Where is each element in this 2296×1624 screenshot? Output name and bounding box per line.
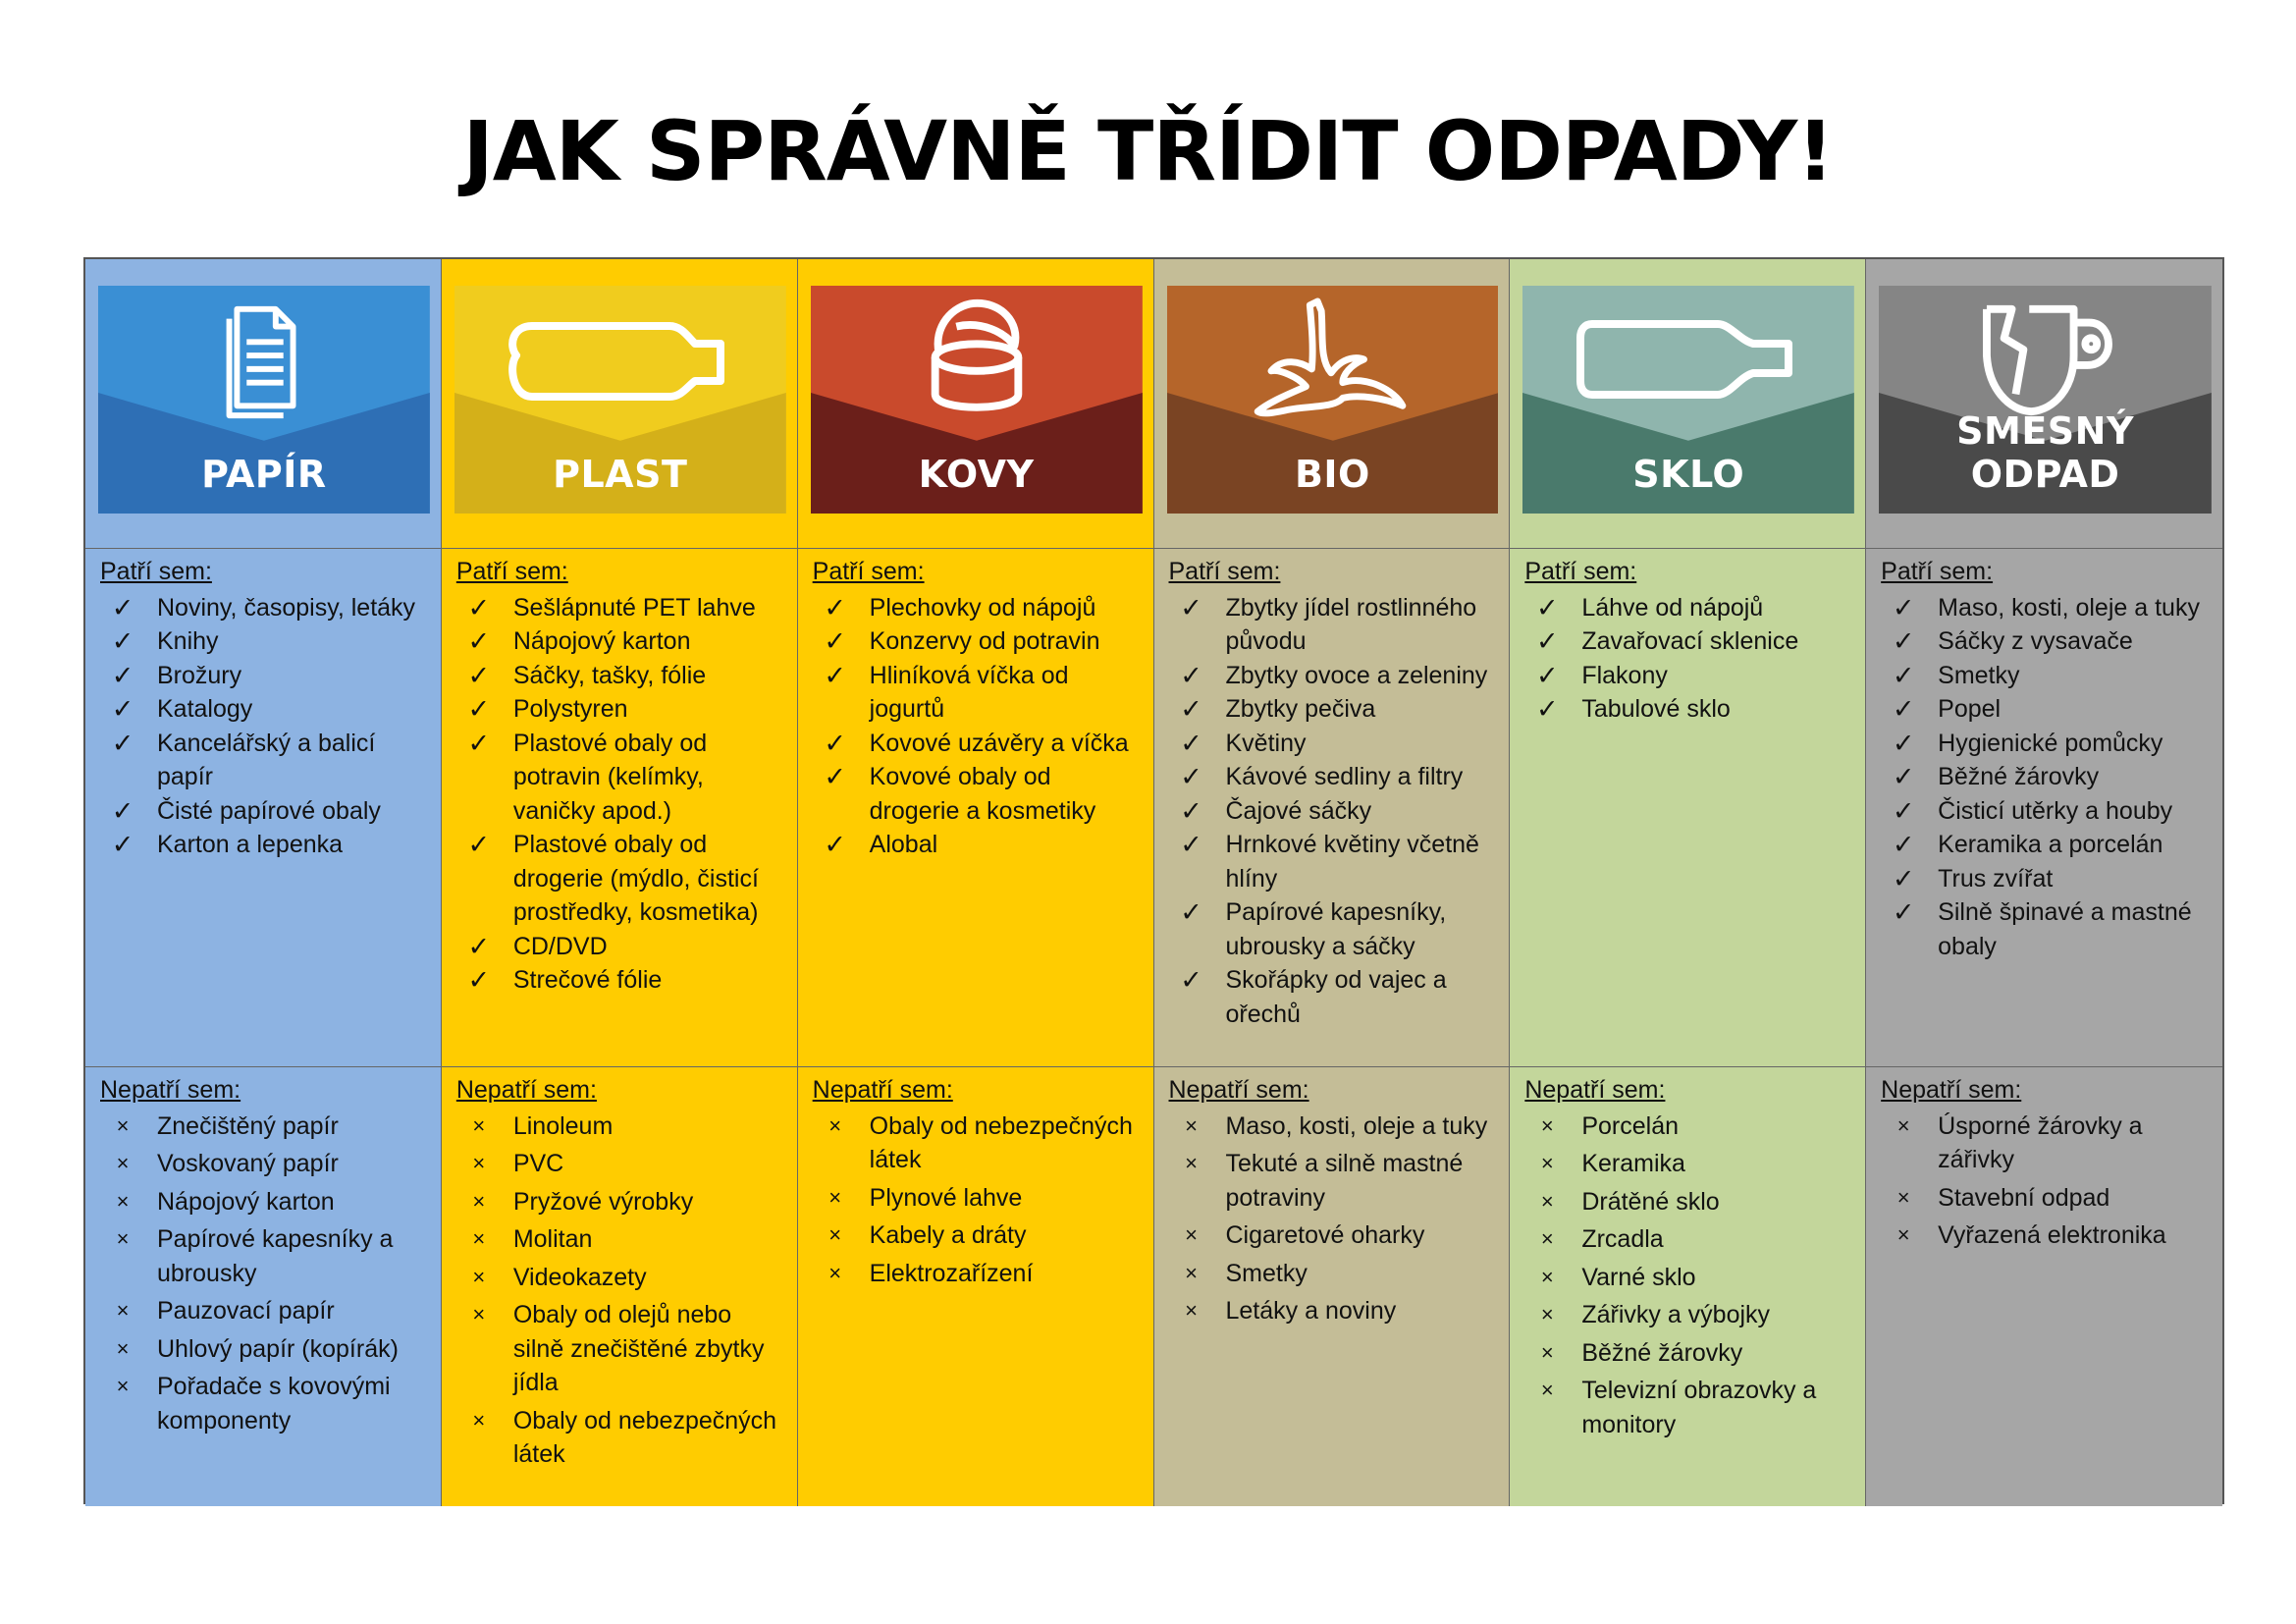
cross-icon: ×	[116, 1298, 130, 1323]
check-icon: ✓	[1536, 626, 1559, 656]
cross-icon: ×	[1540, 1226, 1554, 1251]
list-item	[1881, 828, 2213, 862]
list-item	[456, 692, 787, 727]
list-item	[456, 1185, 787, 1219]
list-item	[456, 1147, 787, 1181]
list-item	[1881, 591, 2213, 625]
list-item-text: Hygienické pomůcky	[1938, 729, 2163, 757]
accepted-list	[1881, 591, 2213, 964]
list-item-text: Keramika a porcelán	[1938, 831, 2163, 858]
list-item-text: Kávové sedliny a filtry	[1225, 763, 1464, 790]
list-item	[1524, 659, 1855, 693]
list-item-text: Katalogy	[157, 695, 253, 723]
list-item-text: Vyřazená elektronika	[1938, 1221, 2166, 1249]
cross-icon: ×	[116, 1188, 130, 1214]
list-item	[1524, 692, 1855, 727]
list-item-text: Voskovaný papír	[157, 1150, 339, 1177]
check-icon: ✓	[824, 728, 846, 758]
rejected-heading: Nepatří sem:	[1524, 1076, 1666, 1104]
list-item-text: Kancelářský a balicí papír	[157, 729, 376, 790]
rejected-list	[1524, 1110, 1855, 1442]
list-item-text: Plechovky od nápojů	[869, 593, 1096, 622]
list-item	[1881, 727, 2213, 761]
list-item-text: Flakony	[1581, 661, 1668, 689]
list-item-text: Polystyren	[512, 695, 628, 723]
list-item	[1524, 624, 1855, 659]
list-item	[100, 1147, 431, 1181]
check-icon: ✓	[111, 626, 134, 656]
list-item-text: Videokazety	[512, 1263, 647, 1291]
header-cell-smesny-odpad	[1866, 259, 2222, 549]
sorting-table	[83, 257, 2224, 1504]
list-item	[100, 1185, 431, 1219]
list-item-text: Plastové obaly od drogerie (mýdlo, čisticí prostředky, kosmetika)	[512, 831, 759, 926]
check-icon: ✓	[824, 592, 846, 623]
check-icon: ✓	[1536, 660, 1559, 690]
list-item	[1169, 794, 1500, 829]
list-item	[456, 659, 787, 693]
plastic-bottle-icon	[454, 298, 786, 423]
list-item	[456, 727, 787, 829]
rejected-heading: Nepatří sem:	[100, 1076, 241, 1104]
check-icon: ✓	[1892, 830, 1915, 859]
check-icon: ✓	[824, 660, 846, 690]
check-icon: ✓	[1892, 694, 1915, 724]
category-label: PAPÍR	[201, 453, 327, 496]
list-item	[1169, 760, 1500, 794]
list-item	[1524, 1261, 1855, 1295]
list-item-text: Znečištěný papír	[157, 1111, 339, 1140]
list-item	[100, 1332, 431, 1367]
list-item	[456, 1222, 787, 1257]
list-item	[1881, 895, 2213, 963]
cross-icon: ×	[116, 1112, 130, 1138]
list-item	[1169, 692, 1500, 727]
accepted-heading: Patří sem:	[1881, 558, 1994, 585]
list-item	[1169, 1294, 1500, 1328]
cross-icon: ×	[116, 1226, 130, 1251]
check-icon: ✓	[824, 762, 846, 791]
category-label: SKLO	[1632, 453, 1745, 496]
cross-icon: ×	[1185, 1222, 1198, 1247]
cross-icon: ×	[828, 1112, 842, 1138]
list-item-text: Kovové uzávěry a víčka	[869, 729, 1129, 757]
accepted-cell-sklo	[1510, 549, 1866, 1067]
list-item-text: Konzervy od potravin	[869, 627, 1100, 655]
cross-icon: ×	[1896, 1184, 1910, 1210]
list-item	[100, 1222, 431, 1290]
list-item	[1169, 828, 1500, 895]
list-item-text: Běžné žárovky	[1938, 763, 2100, 790]
cross-icon: ×	[1896, 1222, 1910, 1247]
list-item	[1169, 963, 1500, 1031]
list-item	[1169, 1218, 1500, 1253]
header-cell-papir	[85, 259, 442, 549]
list-item-text: Maso, kosti, oleje a tuky	[1938, 593, 2200, 622]
list-item-text: Květiny	[1225, 729, 1307, 757]
category-banner-smesny-odpad	[1879, 286, 2212, 514]
check-icon: ✓	[1892, 897, 1915, 927]
list-item	[1169, 1257, 1500, 1291]
rejected-heading: Nepatří sem:	[1168, 1076, 1309, 1104]
list-item	[813, 760, 1144, 828]
list-item-text: PVC	[512, 1150, 564, 1177]
accepted-cell-smesny-odpad	[1866, 549, 2222, 1067]
list-item	[1524, 1336, 1855, 1371]
rejected-list	[813, 1110, 1144, 1291]
list-item-text: Knihy	[157, 627, 219, 655]
list-item-text: Obaly od nebezpečných látek	[869, 1111, 1133, 1173]
list-item-text: Pořadače s kovovými komponenty	[157, 1373, 391, 1435]
list-item-text: Běžné žárovky	[1581, 1338, 1743, 1367]
rejected-list	[1881, 1110, 2213, 1253]
check-icon: ✓	[1180, 694, 1202, 724]
check-icon: ✓	[1180, 965, 1202, 995]
cross-icon: ×	[472, 1226, 486, 1251]
check-icon: ✓	[467, 931, 491, 961]
list-item	[100, 1370, 431, 1437]
list-item-text: Kovové obaly od drogerie a kosmetiky	[869, 763, 1096, 825]
list-item-text: Cigaretové oharky	[1225, 1221, 1425, 1249]
accepted-heading: Patří sem:	[455, 558, 568, 585]
cross-icon: ×	[472, 1188, 486, 1214]
list-item	[456, 1404, 787, 1472]
check-icon: ✓	[467, 660, 491, 690]
list-item-text: Elektrozařízení	[869, 1259, 1034, 1287]
list-item	[813, 828, 1144, 862]
rejected-cell-bio	[1154, 1067, 1511, 1506]
list-item-text: Hliníková víčka od jogurtů	[869, 661, 1069, 723]
cross-icon: ×	[1540, 1302, 1554, 1326]
list-item-text: Smetky	[1225, 1259, 1308, 1287]
cross-icon: ×	[1896, 1112, 1910, 1138]
list-item	[456, 1261, 787, 1295]
rejected-cell-smesny-odpad	[1866, 1067, 2222, 1506]
accepted-heading: Patří sem:	[812, 558, 925, 585]
list-item	[1881, 1181, 2213, 1216]
rejected-list	[1169, 1110, 1500, 1328]
list-item-text: Smetky	[1938, 661, 2020, 689]
list-item	[813, 1218, 1144, 1253]
list-item	[813, 624, 1144, 659]
list-item	[100, 727, 431, 794]
check-icon: ✓	[1180, 592, 1202, 623]
list-item-text: Trus zvířat	[1938, 864, 2054, 893]
list-item-text: Silně špinavé a mastné obaly	[1938, 898, 2192, 960]
cross-icon: ×	[472, 1112, 486, 1138]
document-icon	[98, 298, 430, 423]
list-item-text: Zrcadla	[1581, 1225, 1664, 1253]
list-item	[1169, 727, 1500, 761]
check-icon: ✓	[824, 830, 846, 859]
rejected-heading: Nepatří sem:	[455, 1076, 597, 1104]
check-icon: ✓	[1892, 660, 1915, 690]
category-banner-kovy	[811, 286, 1143, 514]
category-banner-sklo	[1522, 286, 1854, 514]
list-item-text: Uhlový papír (kopírák)	[157, 1334, 399, 1363]
list-item-text: Tabulové sklo	[1581, 695, 1731, 723]
accepted-heading: Patří sem:	[1524, 558, 1637, 585]
cross-icon: ×	[472, 1151, 486, 1175]
list-item	[1524, 1222, 1855, 1257]
list-item-text: Nápojový karton	[512, 627, 691, 655]
rejected-heading: Nepatří sem:	[1881, 1076, 2022, 1104]
check-icon: ✓	[111, 795, 134, 826]
category-banner-bio	[1167, 286, 1499, 514]
banana-peel-icon	[1167, 298, 1499, 423]
accepted-list	[1524, 591, 1855, 727]
cross-icon: ×	[1540, 1378, 1554, 1402]
rejected-list	[100, 1110, 431, 1438]
list-item-text: Pryžové výrobky	[512, 1187, 694, 1216]
list-item-text: Pauzovací papír	[157, 1297, 335, 1325]
list-item-text: Drátěné sklo	[1581, 1187, 1720, 1216]
list-item	[1169, 591, 1500, 659]
cross-icon: ×	[472, 1302, 486, 1326]
list-item	[813, 591, 1144, 625]
list-item	[1881, 1110, 2213, 1177]
cross-icon: ×	[1540, 1151, 1554, 1175]
list-item-text: Stavební odpad	[1938, 1183, 2110, 1212]
list-item	[1524, 1298, 1855, 1332]
list-item	[1169, 1147, 1500, 1215]
list-item-text: Varné sklo	[1581, 1263, 1696, 1291]
list-item	[1881, 862, 2213, 896]
list-item-text: Letáky a noviny	[1225, 1297, 1397, 1325]
list-item	[1524, 591, 1855, 625]
list-item-text: Karton a lepenka	[157, 831, 344, 858]
list-item	[1881, 692, 2213, 727]
list-item	[100, 692, 431, 727]
cross-icon: ×	[472, 1407, 486, 1433]
check-icon: ✓	[1536, 592, 1559, 623]
glass-bottle-icon	[1522, 298, 1854, 423]
category-banner-papir	[98, 286, 430, 514]
check-icon: ✓	[1180, 728, 1202, 758]
accepted-cell-bio	[1154, 549, 1511, 1067]
check-icon: ✓	[1180, 897, 1202, 927]
header-cell-kovy	[798, 259, 1154, 549]
check-icon: ✓	[824, 626, 846, 656]
list-item-text: CD/DVD	[512, 932, 608, 960]
header-cell-sklo	[1510, 259, 1866, 549]
list-item-text: Sáčky, tašky, fólie	[512, 661, 707, 689]
rejected-cell-plast	[442, 1067, 798, 1506]
list-item-text: Popel	[1938, 695, 2002, 723]
list-item-text: Čisté papírové obaly	[157, 796, 381, 825]
list-item-text: Zbytky ovoce a zeleniny	[1225, 661, 1488, 689]
list-item	[1169, 659, 1500, 693]
broken-cup-icon	[1879, 298, 2212, 423]
list-item-text: Maso, kosti, oleje a tuky	[1225, 1111, 1488, 1140]
list-item	[1881, 1218, 2213, 1253]
list-item	[1524, 1374, 1855, 1441]
check-icon: ✓	[1180, 795, 1202, 826]
list-item	[1169, 1110, 1500, 1144]
page-title: JAK SPRÁVNĚ TŘÍDIT ODPADY!	[462, 103, 1834, 199]
list-item-text: Televizní obrazovky a monitory	[1581, 1377, 1817, 1438]
list-item	[456, 828, 787, 930]
list-item	[456, 624, 787, 659]
list-item	[456, 930, 787, 964]
list-item	[1881, 659, 2213, 693]
list-item	[100, 794, 431, 829]
list-item	[100, 828, 431, 862]
list-item-text: Obaly od olejů nebo silně znečištěné zbytky jídla	[512, 1301, 765, 1396]
list-item-text: Porcelán	[1581, 1111, 1679, 1140]
check-icon: ✓	[1892, 762, 1915, 791]
check-icon: ✓	[111, 694, 134, 724]
category-label: PLAST	[553, 453, 688, 496]
check-icon: ✓	[1892, 795, 1915, 826]
list-item	[1524, 1147, 1855, 1181]
list-item-text: Noviny, časopisy, letáky	[157, 593, 416, 622]
rejected-cell-kovy	[798, 1067, 1154, 1506]
accepted-cell-plast	[442, 549, 798, 1067]
list-item-text: Kabely a dráty	[869, 1221, 1027, 1249]
list-item-text: Úsporné žárovky a zářivky	[1938, 1111, 2143, 1173]
check-icon: ✓	[111, 728, 134, 758]
accepted-list	[1169, 591, 1500, 1032]
list-item	[813, 727, 1144, 761]
cross-icon: ×	[1540, 1264, 1554, 1289]
cross-icon: ×	[828, 1184, 842, 1210]
list-item	[1881, 794, 2213, 829]
list-item-text: Zbytky pečiva	[1225, 695, 1376, 723]
cross-icon: ×	[116, 1335, 130, 1361]
list-item	[100, 591, 431, 625]
rejected-heading: Nepatří sem:	[812, 1076, 953, 1104]
accepted-list	[813, 591, 1144, 862]
list-item-text: Sešlápnuté PET lahve	[512, 593, 756, 622]
list-item	[1524, 1110, 1855, 1144]
check-icon: ✓	[467, 592, 491, 623]
rejected-cell-sklo	[1510, 1067, 1866, 1506]
cross-icon: ×	[1540, 1112, 1554, 1138]
list-item	[456, 963, 787, 998]
header-cell-plast	[442, 259, 798, 549]
list-item-text: Zářivky a výbojky	[1581, 1301, 1771, 1328]
list-item	[1881, 760, 2213, 794]
list-item	[813, 1257, 1144, 1291]
list-item-text: Sáčky z vysavače	[1938, 627, 2133, 655]
list-item	[456, 1298, 787, 1400]
list-item-text: Brožury	[157, 661, 242, 689]
tin-can-icon	[811, 298, 1143, 423]
list-item	[1881, 624, 2213, 659]
check-icon: ✓	[467, 728, 491, 758]
check-icon: ✓	[1892, 592, 1915, 623]
category-label: BIO	[1294, 453, 1370, 496]
list-item-text: Papírové kapesníky a ubrousky	[157, 1225, 394, 1287]
list-item-text: Papírové kapesníky, ubrousky a sáčky	[1225, 898, 1447, 960]
list-item	[100, 659, 431, 693]
check-icon: ✓	[1892, 626, 1915, 656]
check-icon: ✓	[111, 830, 134, 859]
list-item-text: Čisticí utěrky a houby	[1938, 796, 2173, 825]
check-icon: ✓	[1180, 762, 1202, 791]
check-icon: ✓	[467, 965, 491, 995]
list-item-text: Strečové fólie	[512, 966, 663, 994]
list-item	[1524, 1185, 1855, 1219]
check-icon: ✓	[467, 626, 491, 656]
accepted-heading: Patří sem:	[100, 558, 212, 585]
list-item	[100, 1294, 431, 1328]
cross-icon: ×	[116, 1151, 130, 1175]
cross-icon: ×	[1540, 1339, 1554, 1365]
list-item	[813, 659, 1144, 727]
category-label: SMĚSNÝ ODPAD	[1956, 409, 2134, 496]
cross-icon: ×	[116, 1374, 130, 1398]
category-label: KOVY	[918, 453, 1035, 496]
check-icon: ✓	[1180, 660, 1202, 690]
category-banner-plast	[454, 286, 786, 514]
check-icon: ✓	[467, 694, 491, 724]
cross-icon: ×	[828, 1260, 842, 1285]
cross-icon: ×	[1185, 1260, 1198, 1285]
list-item	[100, 1110, 431, 1144]
check-icon: ✓	[111, 660, 134, 690]
accepted-heading: Patří sem:	[1168, 558, 1281, 585]
list-item-text: Linoleum	[512, 1111, 614, 1140]
list-item	[456, 591, 787, 625]
cross-icon: ×	[1185, 1151, 1198, 1175]
list-item-text: Keramika	[1581, 1150, 1685, 1177]
cross-icon: ×	[828, 1222, 842, 1247]
list-item-text: Obaly od nebezpečných látek	[512, 1406, 777, 1468]
check-icon: ✓	[1892, 863, 1915, 893]
cross-icon: ×	[472, 1264, 486, 1289]
list-item	[1169, 895, 1500, 963]
check-icon: ✓	[467, 830, 491, 859]
rejected-cell-papir	[85, 1067, 442, 1506]
check-icon: ✓	[1892, 728, 1915, 758]
header-cell-bio	[1154, 259, 1511, 549]
list-item-text: Plastové obaly od potravin (kelímky, vaničky apod.)	[512, 729, 708, 825]
list-item-text: Láhve od nápojů	[1581, 593, 1764, 622]
list-item-text: Nápojový karton	[157, 1187, 335, 1216]
check-icon: ✓	[1180, 830, 1202, 859]
list-item-text: Čajové sáčky	[1225, 796, 1372, 825]
list-item-text: Zavařovací sklenice	[1581, 627, 1799, 655]
list-item-text: Skořápky od vajec a ořechů	[1225, 966, 1447, 1028]
list-item-text: Hrnkové květiny včetně hlíny	[1225, 831, 1479, 893]
check-icon: ✓	[111, 592, 134, 623]
list-item	[456, 1110, 787, 1144]
list-item-text: Zbytky jídel rostlinného původu	[1225, 593, 1477, 655]
list-item-text: Molitan	[512, 1225, 593, 1253]
cross-icon: ×	[1185, 1298, 1198, 1323]
cross-icon: ×	[1185, 1112, 1198, 1138]
accepted-list	[100, 591, 431, 862]
list-item-text: Alobal	[869, 831, 938, 858]
list-item-text: Plynové lahve	[869, 1183, 1023, 1212]
check-icon: ✓	[1536, 694, 1559, 724]
accepted-list	[456, 591, 787, 998]
accepted-cell-papir	[85, 549, 442, 1067]
rejected-list	[456, 1110, 787, 1472]
cross-icon: ×	[1540, 1188, 1554, 1214]
list-item	[813, 1181, 1144, 1216]
list-item	[100, 624, 431, 659]
accepted-cell-kovy	[798, 549, 1154, 1067]
list-item	[813, 1110, 1144, 1177]
list-item-text: Tekuté a silně mastné potraviny	[1225, 1150, 1464, 1212]
